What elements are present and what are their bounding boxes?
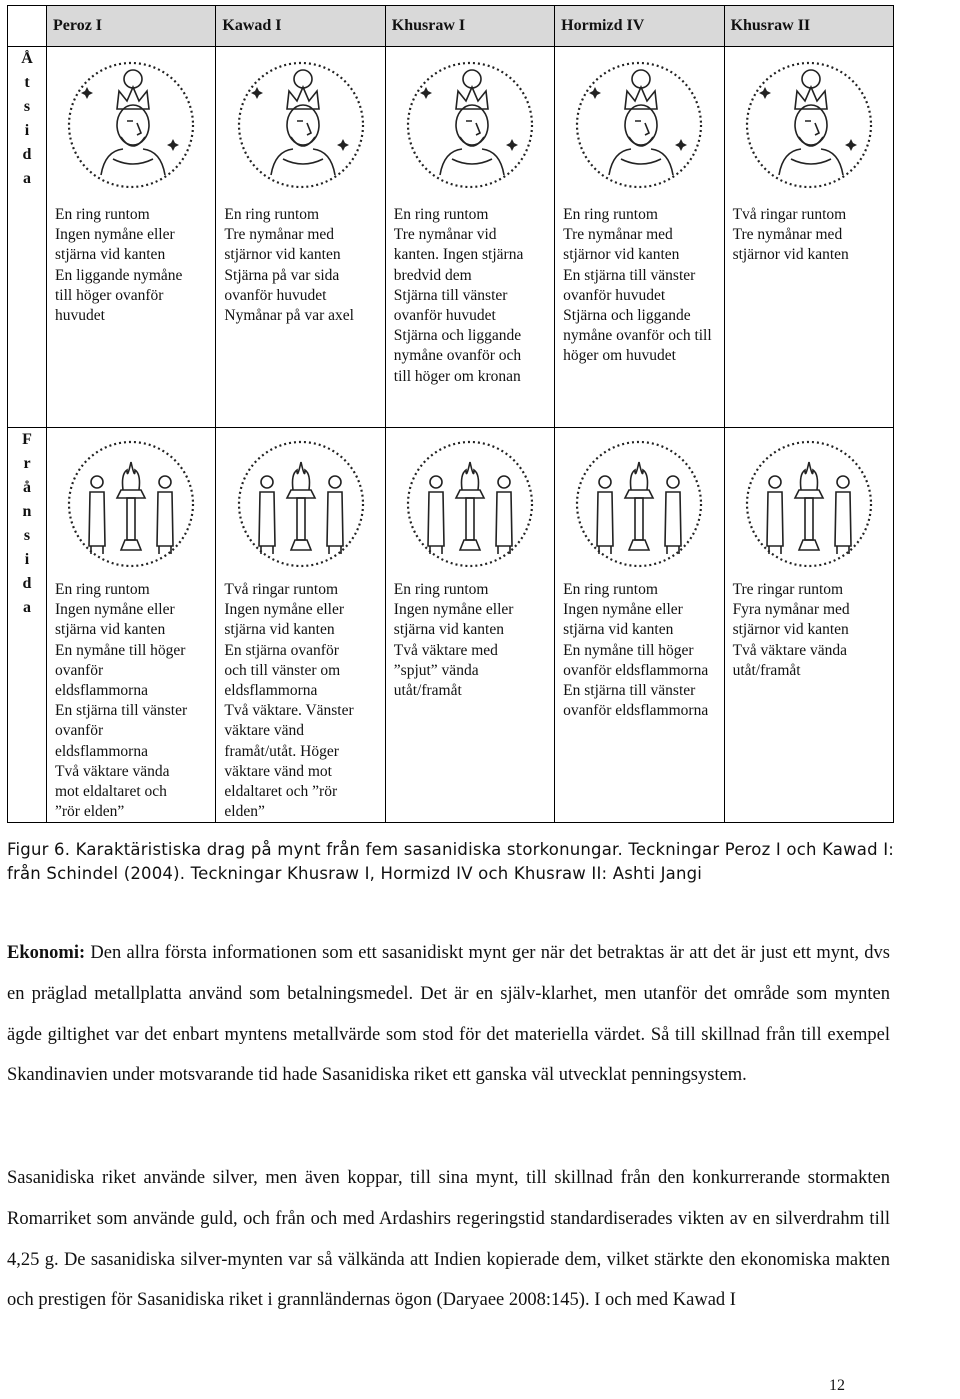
reverse-cell [555,428,724,823]
description-line: En stjärna ovanför [224,641,339,659]
description-line: höger om huvudet [563,347,676,365]
side-label-letter: a [23,170,31,187]
description-line: ”spjut” vända [393,661,479,679]
obverse-cell [216,47,385,428]
row-label-obverse [8,47,47,428]
side-label-letter: t [24,74,30,91]
description-line: nymåne ovanför och till [563,327,712,345]
description-line: till höger ovanför [55,286,164,304]
description-line: En ring runtom [563,581,658,598]
description-line: Två ringar runtom [224,581,339,598]
description-line: ovanför [55,661,104,679]
paragraph-economy [7,933,890,1096]
description-line: En stjärna till vänster [55,702,188,720]
description-line: En liggande nymåne [55,266,183,284]
description-line: En ring runtom [224,206,320,223]
figure-caption: Figur 6. Karaktäristiska drag på mynt från fem sasanidiska storkonungar. Teckningar Peroz I och Kawad I: från Schindel (2004). Teckningar Khusraw I, Hormizd IV och Khusraw II: Ashti Jangi [7,840,895,883]
description-line: väktare vänd [224,722,305,740]
feature-description [216,205,384,326]
description-line: Ingen nymåne eller [55,601,175,619]
side-label-letter: Å [21,50,33,67]
side-label-letter: n [22,503,32,520]
reverse-cell [47,428,216,823]
description-line: Två väktare vända [732,641,848,659]
description-line: ovanför huvudet [563,286,666,304]
row-label-reverse [8,428,47,823]
description-line: En ring runtom [55,581,150,598]
feature-description [216,580,384,822]
description-line: En stjärna till vänster [563,266,696,284]
header-peroz: Peroz I [47,6,216,47]
description-line: Nymånar på var axel [224,307,354,325]
fire-altar-coin-icon [61,434,201,574]
side-label-letter: F [22,431,32,448]
bust-coin-icon [231,53,371,193]
description-line: Tre nymånar med [732,226,843,244]
feature-description [555,205,723,367]
description-line: Tre ringar runtom [732,581,844,598]
side-label-letter: s [23,98,31,115]
description-line: Två väktare. Vänster [224,702,354,720]
page-number: 12 [829,1377,845,1394]
description-line: Tre nymånar med [563,226,673,244]
description-line: Två ringar runtom [732,206,847,223]
side-label-letter: s [23,527,31,544]
description-line: elden” [224,803,265,821]
description-line: eldsflammorna [55,742,148,760]
description-line: huvudet [55,307,105,325]
bust-coin-icon [739,53,879,193]
description-line: Två väktare med [393,641,498,659]
description-line: ovanför eldsflammorna [563,661,709,679]
description-line: En ring runtom [55,206,150,223]
description-line: stjärnor vid kanten [224,246,341,264]
reverse-cell [385,428,554,823]
description-line: En ring runtom [393,206,489,223]
description-line: Stjärna till vänster [393,286,508,304]
description-line: Ingen nymåne eller [224,601,345,619]
description-line: Tre nymånar vid [393,226,497,244]
description-line: till höger om kronan [393,367,521,385]
description-line: väktare vänd mot [224,762,332,780]
description-line: stjärna vid kanten [393,621,504,639]
description-line: ”rör elden” [55,803,125,821]
description-line: nymåne ovanför och [393,347,522,365]
feature-description [386,580,554,701]
fire-altar-coin-icon [231,434,371,574]
description-line: Ingen nymåne eller [393,601,514,619]
description-line: eldaltaret och ”rör [224,783,338,801]
description-line: ovanför huvudet [224,286,327,304]
feature-description [725,205,893,266]
obverse-cell [724,47,893,428]
header-khusraw-i: Khusraw I [385,6,554,47]
description-line: stjärna vid kanten [224,621,335,639]
side-label-letter: i [24,122,30,139]
side-label-letter: d [22,146,32,163]
description-line: En ring runtom [563,206,658,223]
side-label-letter: å [23,479,31,496]
description-line: En nymåne till höger [55,641,186,659]
reverse-cell [216,428,385,823]
description-line: Två väktare vända [55,762,170,780]
description-line: ovanför [55,722,104,740]
description-line: ovanför huvudet [393,307,496,325]
description-line: mot eldaltaret och [55,783,167,801]
description-line: bredvid dem [393,266,472,284]
description-line: Stjärna och liggande [563,307,691,325]
paragraph-lead: Ekonomi: [7,943,86,963]
description-line: eldsflammorna [55,682,148,700]
header-hormizd: Hormizd IV [555,6,724,47]
description-line: eldsflammorna [224,682,318,700]
reverse-row [8,428,894,823]
obverse-row [8,47,894,428]
feature-description [555,580,723,721]
description-line: utåt/framåt [393,682,462,700]
feature-description [725,580,893,681]
obverse-cell [555,47,724,428]
description-line: framåt/utåt. Höger [224,742,339,760]
description-line: Tre nymånar med [224,226,335,244]
paragraph-silver: Sasanidiska riket använde silver, men även koppar, till sina mynt, till skillnad från den konkurrerande stormakten Romarriket som använde guld, och från och med Ardashirs regeringstid standardiserades vikten av en silverdrahm till 4,25 g. De sasanidiska silver-mynten var så välkända att Indien kopierade dem, vilket stärkte den ekonomiska makten och prestigen för Sasanidiska riket i grannländernas ögon (Daryaee 2008:145). I och med Kawad I [7,1168,890,1311]
coin-features-table [7,5,894,823]
fire-altar-coin-icon [739,434,879,574]
description-line: Stjärna och liggande [393,327,522,345]
description-line: En nymåne till höger [563,641,694,659]
description-line: stjärna vid kanten [55,621,166,639]
obverse-cell [47,47,216,428]
reverse-cell [724,428,893,823]
description-line: stjärnor vid kanten [732,621,849,639]
header-corner-cell [8,6,47,47]
side-label-letter: i [24,551,30,568]
feature-description [47,205,215,326]
side-label-letter: r [23,455,31,472]
description-line: stjärna vid kanten [563,621,674,639]
header-kawad: Kawad I [216,6,385,47]
description-line: Fyra nymånar med [732,601,850,619]
fire-altar-coin-icon [569,434,709,574]
description-line: kanten. Ingen stjärna [393,246,524,264]
description-line: En stjärna till vänster [563,682,696,700]
description-line: Stjärna på var sida [224,266,340,284]
bust-coin-icon [569,53,709,193]
fire-altar-coin-icon [400,434,540,574]
description-line: och till vänster om [224,661,341,679]
side-label-letter: d [22,575,32,592]
table-header-row [8,6,894,47]
obverse-cell [385,47,554,428]
description-line: Ingen nymåne eller [563,601,683,619]
description-line: utåt/framåt [732,661,801,679]
side-label-letter: a [23,599,31,616]
description-line: stjärnor vid kanten [563,246,680,264]
description-line: En ring runtom [393,581,489,598]
description-line: ovanför eldsflammorna [563,702,709,720]
description-line: Ingen nymåne eller [55,226,175,244]
bust-coin-icon [400,53,540,193]
bust-coin-icon [61,53,201,193]
header-khusraw-ii: Khusraw II [724,6,893,47]
feature-description [47,580,215,822]
description-line: stjärnor vid kanten [732,246,849,264]
feature-description [386,205,554,387]
paragraph-text: Den allra första informationen som ett sasanidiskt mynt ger när det betraktas är att det är just ett mynt, dvs en präglad metallplatta använd som betalningsmedel. Det är en själv-klarhet, men utanför det område som mynten ägde giltighet var det enbart myntens metallvärde som stod för det materiella värdet. Så till skillnad från till exempel Skandinavien under motsvarande tid hade Sasanidiska riket ett ganska väl utvecklat penningsystem. [7,943,890,1086]
description-line: stjärna vid kanten [55,246,166,264]
